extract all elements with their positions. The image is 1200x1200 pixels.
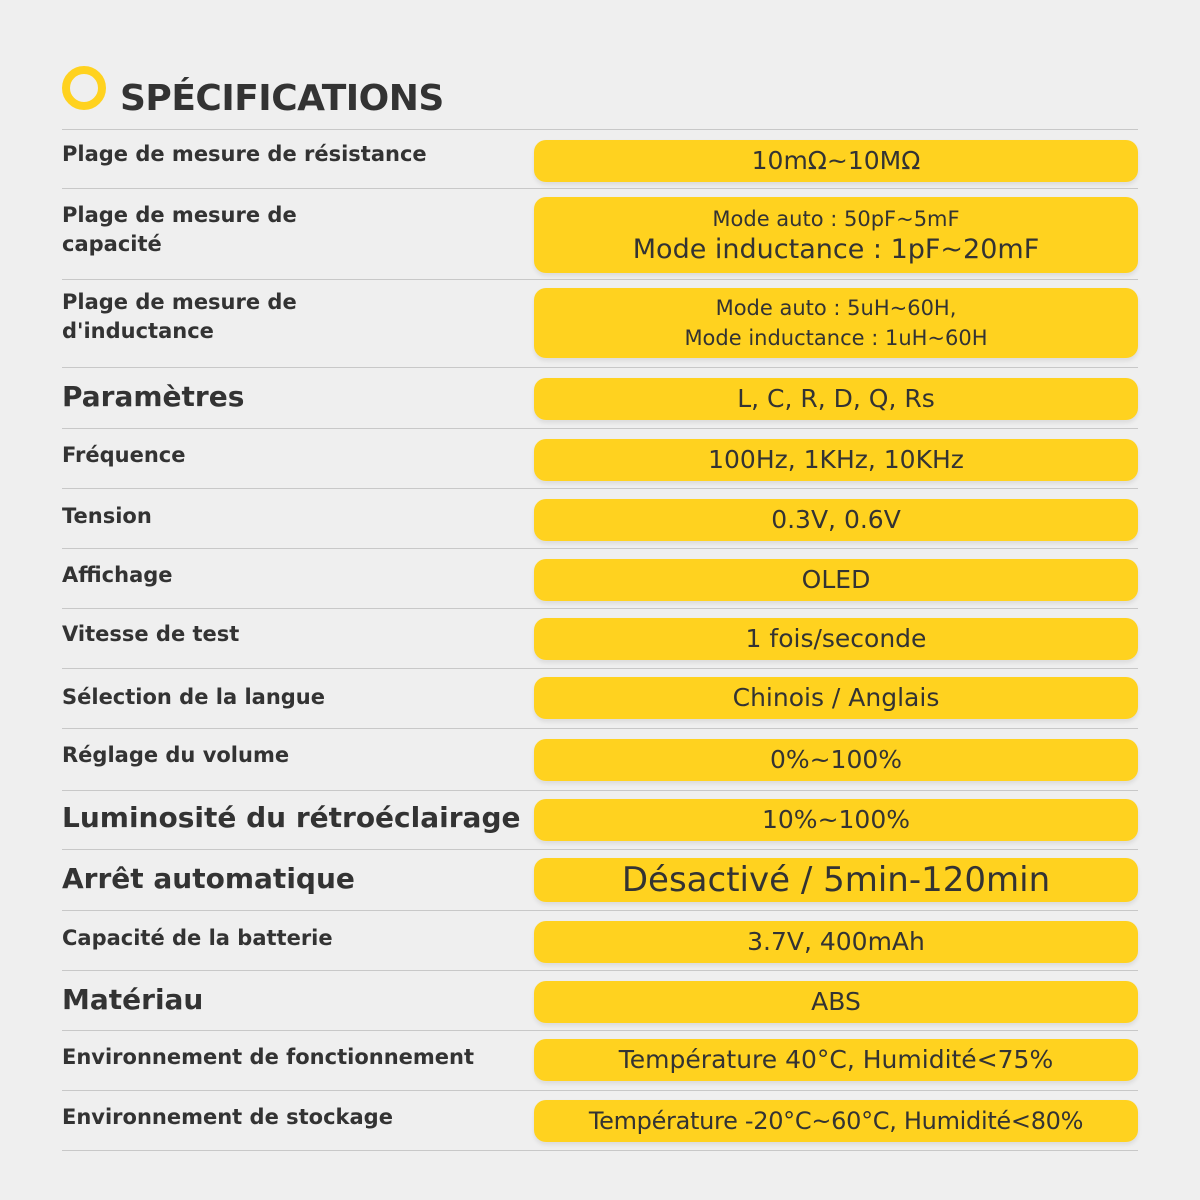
spec-value-text: 0.3V, 0.6V <box>771 505 901 534</box>
spec-label: Arrêt automatique <box>62 862 355 895</box>
spec-value-text: 0%~100% <box>769 745 903 774</box>
spec-row-operating-env <box>62 1030 1138 1090</box>
spec-value-text: Température -20°C~60°C, Humidité<80% <box>588 1106 1084 1135</box>
spec-label: Fréquence <box>62 443 186 467</box>
spec-value <box>534 921 1138 963</box>
spec-row-voltage <box>62 488 1138 548</box>
spec-row-material <box>62 970 1138 1030</box>
spec-label: Paramètres <box>62 380 245 413</box>
spec-value <box>534 197 1138 273</box>
spec-value <box>534 739 1138 781</box>
spec-value <box>534 1100 1138 1142</box>
spec-value-text: Température 40°C, Humidité<75% <box>618 1045 1054 1074</box>
spec-label <box>62 201 522 259</box>
spec-value-text: Désactivé / 5min-120min <box>621 859 1051 900</box>
spec-label-line: capacité <box>62 232 162 256</box>
spec-table <box>62 129 1138 1151</box>
spec-value-text: 10%~100% <box>762 805 910 834</box>
spec-row-storage-env <box>62 1090 1138 1151</box>
ring-icon <box>62 66 106 110</box>
spec-value-text: 10mΩ~10MΩ <box>751 146 921 175</box>
spec-label: Plage de mesure de résistance <box>62 142 427 166</box>
spec-row-parameters <box>62 367 1138 428</box>
spec-label: Tension <box>62 504 152 528</box>
spec-label: Matériau <box>62 983 204 1016</box>
spec-value-text: ABS <box>811 987 861 1016</box>
spec-row-test-speed <box>62 608 1138 668</box>
spec-value <box>534 499 1138 541</box>
spec-label <box>62 288 522 346</box>
spec-value-line: Mode auto : 5uH~60H, <box>715 296 957 320</box>
spec-row-backlight <box>62 790 1138 849</box>
spec-row-battery <box>62 910 1138 970</box>
spec-label-line: d'inductance <box>62 319 214 343</box>
spec-label: Luminosité du rétroéclairage <box>62 801 521 834</box>
spec-value <box>534 981 1138 1023</box>
spec-value-line: Mode auto : 50pF~5mF <box>712 207 960 231</box>
spec-row-language <box>62 668 1138 728</box>
spec-row-auto-off <box>62 849 1138 910</box>
spec-value-line: Mode inductance : 1uH~60H <box>684 326 988 350</box>
spec-value-line: Mode inductance : 1pF~20mF <box>632 234 1040 265</box>
spec-label: Sélection de la langue <box>62 685 325 709</box>
spec-value <box>534 858 1138 902</box>
spec-label: Environnement de stockage <box>62 1105 393 1129</box>
page-header <box>62 62 444 122</box>
page-title: SPÉCIFICATIONS <box>120 77 444 119</box>
spec-value-text: OLED <box>801 565 871 594</box>
spec-value <box>534 559 1138 601</box>
spec-label: Capacité de la batterie <box>62 926 333 950</box>
spec-label-line: Plage de mesure de <box>62 203 297 227</box>
spec-row-volume <box>62 728 1138 790</box>
spec-value-text: Chinois / Anglais <box>732 683 940 712</box>
spec-value-text: L, C, R, D, Q, Rs <box>737 384 935 413</box>
spec-label: Vitesse de test <box>62 622 240 646</box>
spec-value <box>534 799 1138 841</box>
spec-value <box>534 288 1138 358</box>
spec-value <box>534 439 1138 481</box>
spec-value <box>534 378 1138 420</box>
spec-value <box>534 140 1138 182</box>
spec-value <box>534 618 1138 660</box>
spec-value <box>534 677 1138 719</box>
spec-value-text: 100Hz, 1KHz, 10KHz <box>708 445 964 474</box>
spec-value-text: 1 fois/seconde <box>745 624 927 653</box>
spec-value <box>534 1039 1138 1081</box>
spec-value-text: 3.7V, 400mAh <box>747 927 925 956</box>
spec-label: Environnement de fonctionnement <box>62 1045 475 1069</box>
spec-row-inductance <box>62 279 1138 367</box>
spec-row-frequency <box>62 428 1138 488</box>
spec-label-line: Plage de mesure de <box>62 290 297 314</box>
spec-label: Affichage <box>62 563 173 587</box>
spec-row-capacitance <box>62 188 1138 279</box>
spec-label: Réglage du volume <box>62 743 290 767</box>
spec-row-resistance <box>62 129 1138 188</box>
spec-row-display <box>62 548 1138 608</box>
